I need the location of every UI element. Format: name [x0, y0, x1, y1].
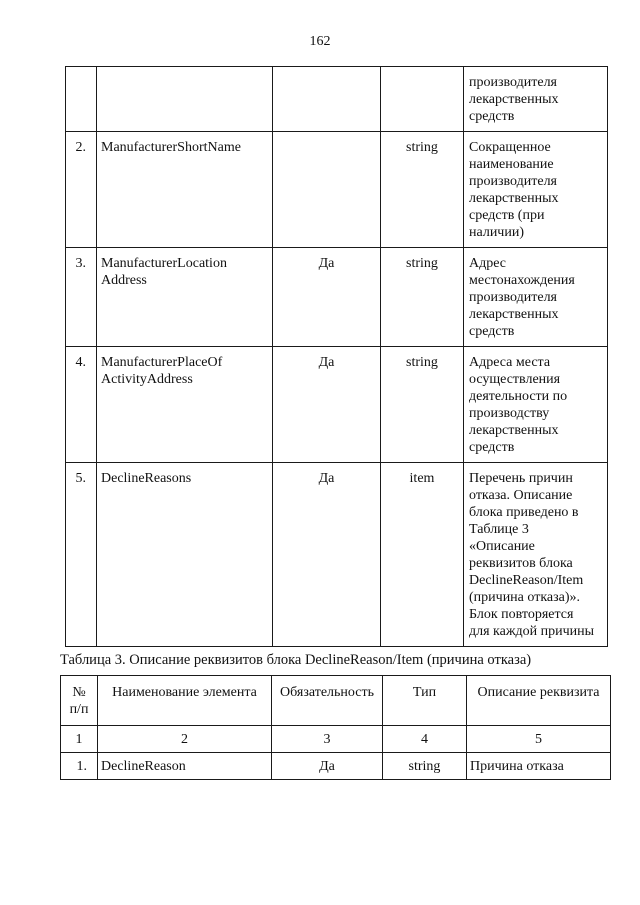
description-line: лекарственных [469, 307, 559, 322]
element-name [97, 347, 273, 463]
description-cell [464, 67, 608, 132]
type-cell: string [383, 753, 467, 780]
type-cell: string [381, 347, 464, 463]
description-line: лекарственных [469, 423, 559, 438]
description-line: производителя [469, 75, 557, 90]
description-line: средств [469, 324, 515, 339]
element-name-line: Address [101, 273, 147, 288]
required-cell [273, 132, 381, 248]
description-line: Перечень причин [469, 471, 573, 486]
description-line: для каждой причины [469, 624, 595, 639]
description-line: Адрес [469, 256, 507, 271]
table-row [66, 463, 608, 647]
table-row [61, 753, 611, 780]
required-cell: Да [273, 248, 381, 347]
element-name: DeclineReasons [97, 463, 273, 647]
description-line: Таблице 3 [469, 522, 529, 537]
description-line: производству [469, 406, 550, 421]
description-line: блока приведено в [469, 505, 579, 520]
row-number: 5. [66, 463, 97, 647]
column-index: 3 [272, 726, 383, 753]
description-line: «Описание [469, 539, 535, 554]
type-cell: string [381, 132, 464, 248]
description-line: производителя [469, 290, 557, 305]
description-cell [464, 347, 608, 463]
description-cell [464, 132, 608, 248]
element-name-line: ManufacturerLocation [101, 256, 227, 271]
table-row [66, 347, 608, 463]
column-index-row [61, 726, 611, 753]
type-cell [381, 67, 464, 132]
description-line: деятельности по [469, 389, 568, 404]
page-number: 162 [309, 34, 331, 49]
description-line: лекарственных [469, 191, 559, 206]
required-cell [273, 67, 381, 132]
description-line: средств (при [469, 208, 545, 223]
header-description: Описание реквизита [467, 676, 611, 726]
element-name-line: ActivityAddress [101, 372, 193, 387]
description-cell [464, 463, 608, 647]
table-row [66, 67, 608, 132]
decline-reason-table [60, 675, 611, 780]
element-name-line: ManufacturerPlaceOf [101, 355, 223, 370]
description-line: наличии) [469, 225, 524, 240]
column-index: 4 [383, 726, 467, 753]
required-cell: Да [272, 753, 383, 780]
description-line: (причина отказа)». [469, 590, 581, 605]
description-line: реквизитов блока [469, 556, 573, 571]
column-index: 1 [61, 726, 98, 753]
header-number [61, 676, 98, 726]
element-name: DeclineReason [98, 753, 272, 780]
description-line: средств [469, 109, 515, 124]
row-number: 3. [66, 248, 97, 347]
description-line: производителя [469, 174, 557, 189]
header-number-line: № [72, 685, 86, 700]
description-line: средств [469, 440, 515, 455]
header-element-name: Наименование элемента [98, 676, 272, 726]
description-line: осуществления [469, 372, 561, 387]
description-line: лекарственных [469, 92, 559, 107]
description-cell: Причина отказа [467, 753, 611, 780]
description-line: Сокращенное [469, 140, 551, 155]
element-name [97, 67, 273, 132]
row-number: 1. [61, 753, 98, 780]
description-line: наименование [469, 157, 554, 172]
description-line: местонахождения [469, 273, 575, 288]
requisites-table-continuation [65, 66, 608, 647]
column-index: 2 [98, 726, 272, 753]
description-line: Блок повторяется [469, 607, 574, 622]
description-cell [464, 248, 608, 347]
header-number-line: п/п [69, 702, 89, 717]
required-cell: Да [273, 463, 381, 647]
row-number: 2. [66, 132, 97, 248]
column-index: 5 [467, 726, 611, 753]
header-required: Обязательность [272, 676, 383, 726]
element-name: ManufacturerShortName [97, 132, 273, 248]
table-header-row [61, 676, 611, 726]
row-number: 4. [66, 347, 97, 463]
row-number [66, 67, 97, 132]
description-line: DeclineReason/Item [469, 573, 584, 588]
table-caption: Таблица 3. Описание реквизитов блока DeclineReason/Item (причина отказа) [60, 652, 532, 668]
table-row [66, 132, 608, 248]
table-row [66, 248, 608, 347]
type-cell: string [381, 248, 464, 347]
element-name [97, 248, 273, 347]
required-cell: Да [273, 347, 381, 463]
header-type: Тип [383, 676, 467, 726]
description-line: отказа. Описание [469, 488, 573, 503]
description-line: Адреса места [469, 355, 551, 370]
type-cell: item [381, 463, 464, 647]
